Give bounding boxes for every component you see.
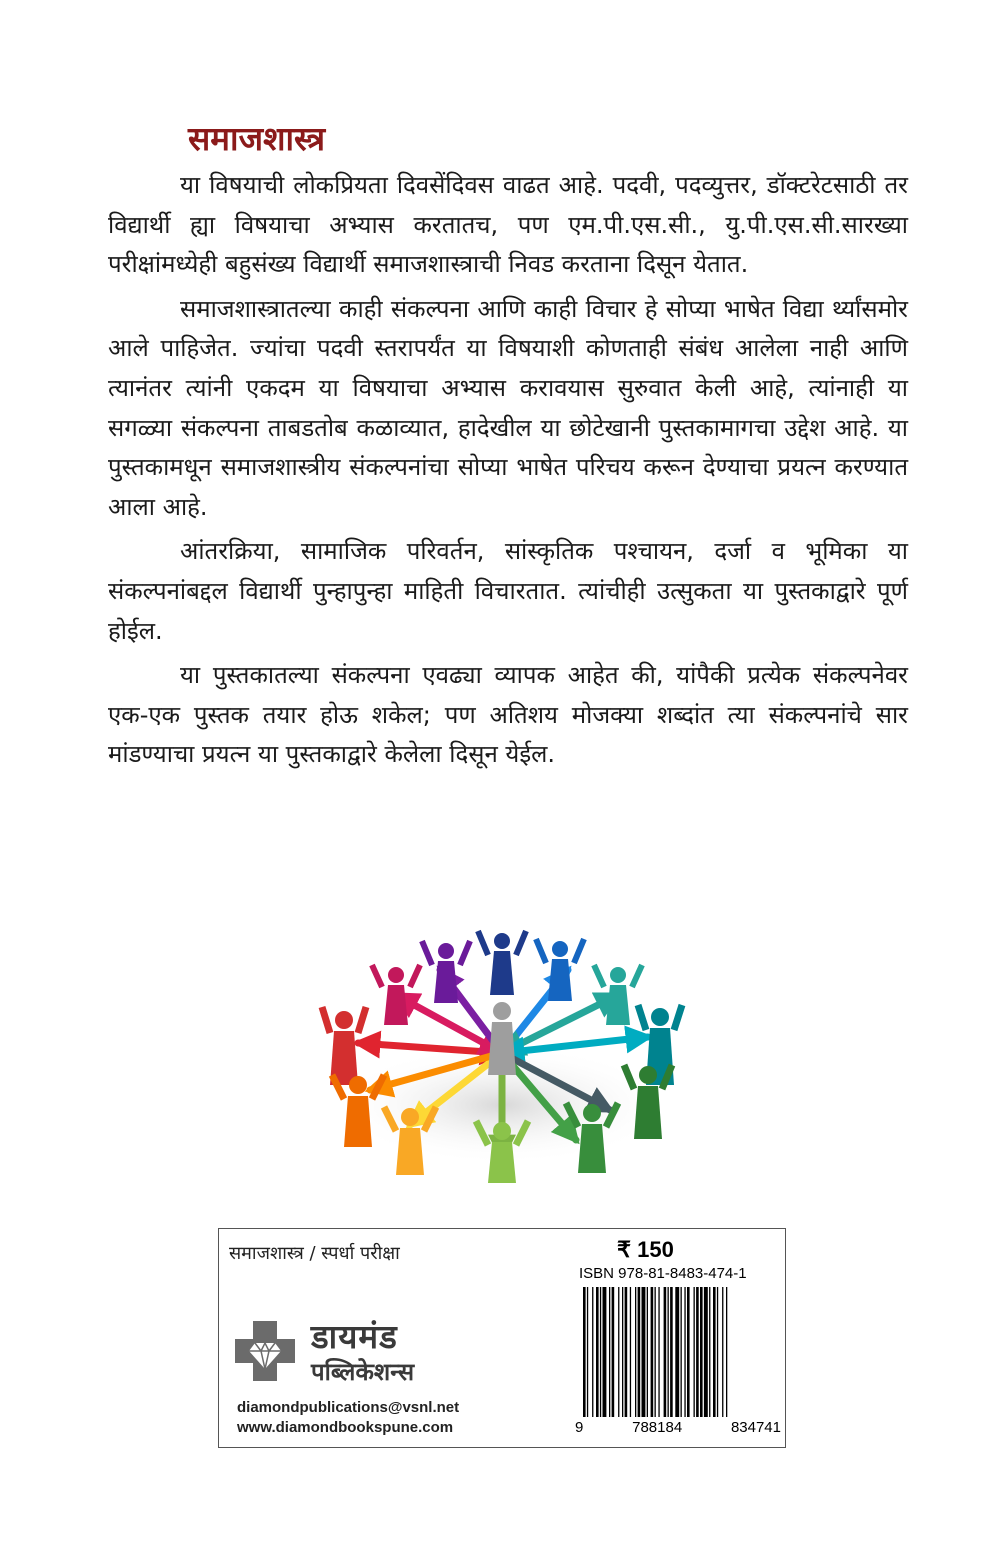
publisher-info-box	[218, 1228, 786, 1448]
barcode-bar	[687, 1287, 690, 1417]
barcode-digits	[575, 1419, 781, 1436]
website-text: www.diamondbookspune.com	[237, 1419, 454, 1436]
barcode-bar	[704, 1287, 708, 1417]
barcode-bar	[696, 1287, 699, 1417]
barcode-bar	[694, 1287, 695, 1417]
barcode-bar	[642, 1287, 646, 1417]
barcode-bar	[717, 1287, 718, 1417]
paragraph: समाजशास्त्रातल्या काही संकल्पना आणि काही विचार हे सोप्या भाषेत विद्या र्थ्यांसमोर आले पाहिजेत. ज्यांचा पदवी स्तरापर्यंत या विषयाशी कोणताही संबंध आलेला नाही आणि त्यानंतर त्यांनी एकदम या विषयाचा अभ्यास करावयास सुरुवात केली आहे, त्यांनाही या सगळ्या संकल्पना ताबडतोब कळाव्यात, हादेखील या छोटेखानी पुस्तकामागचा उद्देश आहे. या पुस्तकामधून समाजशास्त्रीय संकल्पनांचा सोप्या भाषेत परिचय करून देण्याचा प्रयत्न करण्यात आला आहे.	[108, 294, 908, 521]
barcode-bar	[600, 1287, 601, 1417]
barcode-bar	[630, 1287, 631, 1417]
barcode-bar	[675, 1287, 679, 1417]
paragraph: या विषयाची लोकप्रियता दिवसेंदिवस वाढत आहे. पदवी, पदव्युत्तर, डॉक्टरेटसाठी तर विद्यार्थी ह्या विषयाचा अभ्यास करतातच, पण एम.पी.एस.सी., यु.पी.एस.सी.सारख्या परीक्षांमध्येही बहुसंख्य विद्यार्थी समाजशास्त्राची निवड करताना दिसून येतात.	[108, 171, 908, 279]
barcode-bar	[625, 1287, 628, 1417]
publisher-name-line1: डायमंड	[311, 1317, 398, 1356]
barcode-bar	[726, 1287, 727, 1417]
barcode-bar	[612, 1287, 615, 1417]
barcode-bar	[596, 1287, 599, 1417]
barcode-bar	[651, 1287, 654, 1417]
barcode-bar	[700, 1287, 703, 1417]
barcode-bar	[713, 1287, 716, 1417]
barcode-bar	[592, 1287, 593, 1417]
paragraph: या पुस्तकातल्या संकल्पना एवढ्या व्यापक आहेत की, यांपैकी प्रत्येक संकल्पनेवर एक-एक पुस्तक तयार होऊ शकेल; पण अतिशय मोजक्या शब्दांत त्या संकल्पनांचे सार मांडण्याचा प्रयत्न या पुस्तकाद्वारे केलेला दिसून येईल.	[108, 661, 908, 769]
barcode-bar	[583, 1287, 586, 1417]
barcode-bar	[681, 1287, 682, 1417]
people-network-illustration	[318, 925, 686, 1185]
barcode-digit-group: 788184	[632, 1419, 683, 1436]
barcode-bar	[618, 1287, 619, 1417]
barcode-bar	[587, 1287, 588, 1417]
barcode-bar	[668, 1287, 669, 1417]
category-label: समाजशास्त्र / स्पर्धा परीक्षा	[229, 1243, 400, 1264]
barcode-bar	[670, 1287, 673, 1417]
barcode-digit-group: 9	[575, 1419, 584, 1436]
isbn-label: ISBN 978-81-8483-474-1	[579, 1265, 747, 1282]
barcode-bar	[722, 1287, 723, 1417]
diamond-logo-icon	[233, 1319, 297, 1383]
paragraph: आंतरक्रिया, सामाजिक परिवर्तन, सांस्कृतिक पश्चायन, दर्जा व भूमिका या संकल्पनांबद्दल विद्यार्थी पुन्हापुन्हा माहिती विचारतात. त्यांचीही उत्सुकता या पुस्तकाद्वारे पूर्ण होईल.	[108, 537, 908, 645]
barcode-bar	[709, 1287, 710, 1417]
barcode-bar	[684, 1287, 685, 1417]
publisher-name-line2: पब्लिकेशन्स	[311, 1358, 415, 1386]
barcode-bar	[635, 1287, 636, 1417]
barcode-bar	[647, 1287, 648, 1417]
barcode-bar	[622, 1287, 623, 1417]
book-title: समाजशास्त्र	[188, 119, 326, 158]
price-label: ₹ 150	[617, 1237, 674, 1262]
barcode-bar	[609, 1287, 610, 1417]
barcode-digit-group: 834741	[730, 1419, 781, 1436]
barcode-bar	[638, 1287, 641, 1417]
barcode-bar	[658, 1287, 659, 1417]
barcode-bar	[603, 1287, 607, 1417]
barcode-bar	[655, 1287, 656, 1417]
isbn-barcode	[581, 1287, 777, 1417]
blurb	[108, 166, 908, 780]
barcode-bar	[664, 1287, 667, 1417]
email-text: diamondpublications@vsnl.net	[237, 1399, 460, 1416]
